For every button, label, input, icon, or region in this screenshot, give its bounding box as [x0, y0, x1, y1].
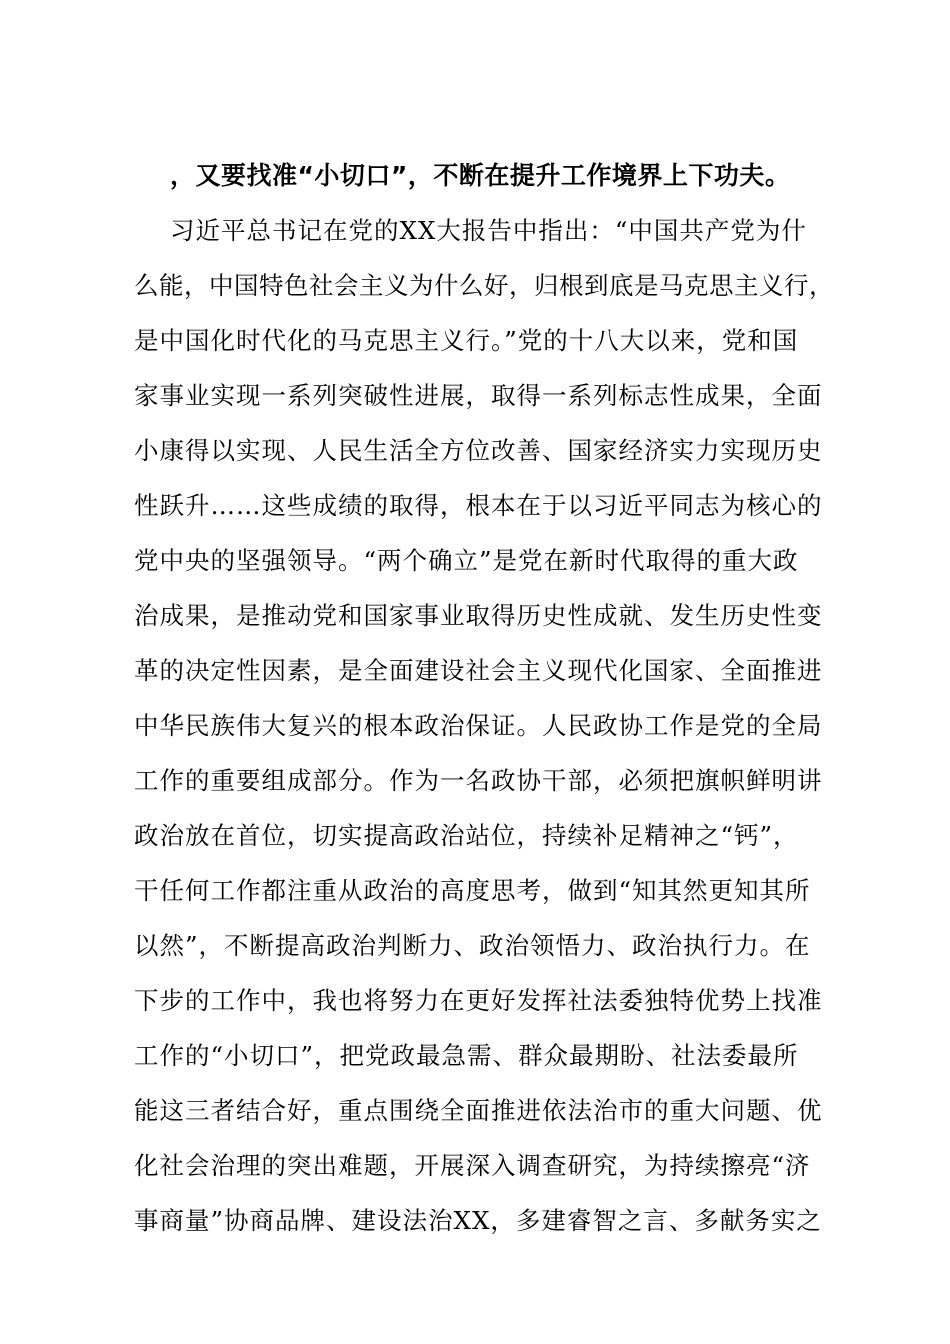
text-line: 工作的“小切口”，把党政最急需、群众最期盼、社法委最所 [134, 1041, 799, 1070]
text-line: 以然”，不断提高政治判断力、政治领悟力、政治执行力。在 [134, 931, 811, 960]
text-line: 党中央的坚强领导。“两个确立”是党在新时代取得的重大政 [134, 546, 799, 575]
section-heading: ，又要找准“小切口”，不断在提升工作境界上下功夫。 [170, 161, 791, 190]
text-line: 么能，中国特色社会主义为什么好，归根到底是马克思主义行， [134, 271, 834, 300]
text-line: 习近平总书记在党的XX大报告中指出：“中国共产党为什 [170, 216, 807, 245]
text-line: 能这三者结合好，重点围绕全面推进依法治市的重大问题、优 [134, 1096, 823, 1125]
text-line: 中华民族伟大复兴的根本政治保证。人民政协工作是党的全局 [134, 711, 823, 740]
text-line: 事商量”协商品牌、建设法治XX，多建睿智之言、多献务实之 [134, 1206, 822, 1235]
text-line: 下步的工作中，我也将努力在更好发挥社法委独特优势上找准 [134, 986, 823, 1015]
text-line: 家事业实现一系列突破性进展，取得一系列标志性成果，全面 [134, 381, 823, 410]
text-line: 是中国化时代化的马克思主义行。”党的十八大以来，党和国 [134, 326, 799, 355]
text-line: 政治放在首位，切实提高政治站位，持续补足精神之“钙”， [134, 821, 799, 850]
text-line: 性跃升……这些成绩的取得，根本在于以习近平同志为核心的 [134, 491, 823, 520]
text-line: 干任何工作都注重从政治的高度思考，做到“知其然更知其所 [134, 876, 811, 905]
text-line: 小康得以实现、人民生活全方位改善、国家经济实力实现历史 [134, 436, 823, 465]
text-line: 化社会治理的突出难题，开展深入调查研究，为持续擦亮“济 [134, 1151, 811, 1180]
text-line: 工作的重要组成部分。作为一名政协干部，必须把旗帜鲜明讲 [134, 766, 823, 795]
text-line: 治成果，是推动党和国家事业取得历史性成就、发生历史性变 [134, 601, 823, 630]
text-line: 革的决定性因素，是全面建设社会主义现代化国家、全面推进 [134, 656, 823, 685]
